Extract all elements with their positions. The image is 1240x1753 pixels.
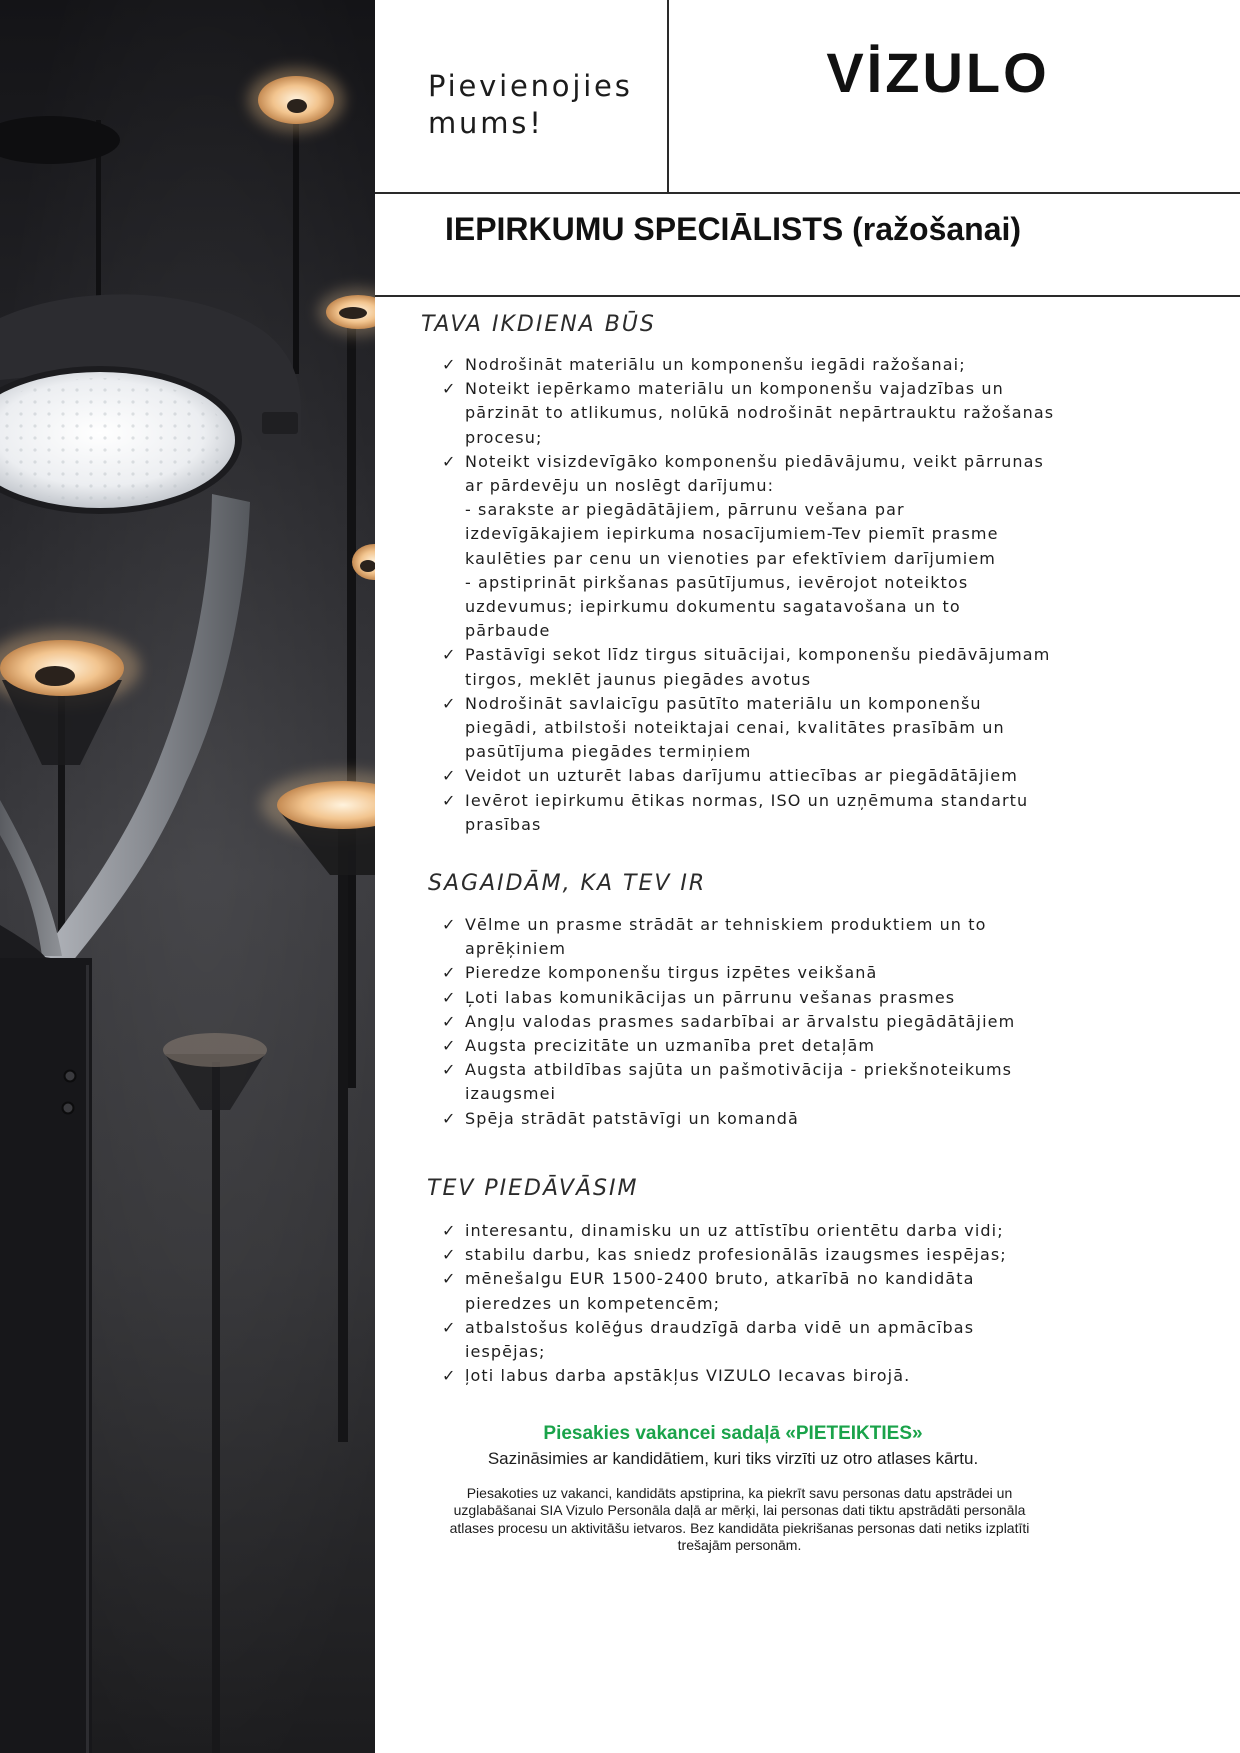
tagline-line: Pievienojies	[428, 69, 633, 103]
check-icon	[442, 1267, 455, 1291]
bullet-line: Augsta precizitāte un uzmanība pret detaļām	[465, 1036, 876, 1056]
section-heading: TEV PIEDĀVĀSIM	[427, 1176, 639, 1201]
distant-pole	[293, 124, 299, 374]
lamp-disc-center	[339, 307, 367, 319]
bullet-line: - sarakste ar piegādātājiem, pārrunu vešana par	[465, 500, 905, 520]
bullet-line: Spēja strādāt patstāvīgi un komandā	[465, 1108, 799, 1128]
distant-pole	[338, 822, 348, 1442]
lamp-pole	[0, 958, 92, 1753]
check-icon	[442, 1010, 455, 1034]
check-icon	[442, 764, 455, 788]
check-icon	[442, 913, 455, 937]
list-item	[442, 986, 1015, 1010]
header-rule	[375, 192, 1240, 194]
section-heading: TAVA IKDIENA BŪS	[421, 312, 656, 337]
lamp-glow-disc	[163, 1033, 267, 1067]
bullet-line: Veidot un uzturēt labas darījumu attiecības ar piegādātājiem	[465, 766, 1018, 786]
bullet-line: interesantu, dinamisku un uz attīstību orientētu darba vidi;	[465, 1221, 1004, 1240]
lamp-pole-highlight	[86, 965, 89, 1753]
list-item	[442, 1107, 1015, 1131]
apply-cta: Piesakies vakancei sadaļā «PIETEIKTIES»	[543, 1423, 923, 1444]
list-item	[442, 764, 1054, 788]
bullet-line: - apstiprināt pirkšanas pasūtījumus, ievērojot noteiktos	[465, 572, 969, 592]
bullet-line: ļoti labus darba apstākļus VIZULO Iecavas birojā.	[465, 1366, 911, 1386]
list-item	[442, 1316, 1007, 1364]
bullet-line: Angļu valodas prasmes sadarbībai ar ārvalstu piegādātājiem	[465, 1011, 1016, 1031]
check-icon	[442, 1219, 455, 1243]
check-icon	[442, 692, 455, 716]
bullet-line: Noteikt visizdevīgāko komponenšu piedāvājumu, veikt pārrunas	[465, 451, 1044, 471]
check-icon	[442, 1364, 455, 1388]
check-icon	[442, 353, 455, 377]
lamp-hinge	[262, 412, 298, 434]
list-item	[442, 450, 1054, 644]
bullet-line: Pastāvīgi sekot līdz tirgus situācijai, komponenšu piedāvājumam	[465, 645, 1051, 665]
list-item	[442, 1364, 1007, 1388]
contact-note: Sazināsimies ar kandidātiem, kuri tiks virzīti uz otro atlases kārtu.	[487, 1449, 979, 1468]
street-lamp-photo	[0, 0, 375, 1753]
title-rule	[375, 295, 1240, 297]
bullet-line: mēnešalgu EUR 1500-2400 bruto, atkarībā no kandidāta	[465, 1269, 975, 1289]
consent-line: uzglabāšanai SIA Vizulo Personāla daļā ar mērķi, lai personas dati tiktu apstrādāti personāla	[453, 1502, 1026, 1519]
list-item	[442, 1243, 1007, 1267]
list-item	[442, 1010, 1015, 1034]
list-item	[442, 1058, 1015, 1106]
offer-list	[442, 1219, 1007, 1388]
list-item	[442, 377, 1054, 450]
list-item	[442, 692, 1054, 765]
bullet-line: tirgos, meklēt jaunus piegādes avotus	[465, 669, 812, 689]
check-icon	[442, 986, 455, 1010]
bullet-line: Augsta atbildības sajūta un pašmotivācija - priekšnoteikums	[465, 1060, 1013, 1080]
distant-pole	[347, 328, 356, 1088]
bullet-line: stabilu darbu, kas sniedz profesionālās izaugsmes iespējas;	[465, 1245, 1007, 1265]
check-icon	[442, 643, 455, 667]
pole-screw	[65, 1071, 76, 1082]
list-item	[442, 353, 1054, 377]
bullet-line: Nodrošināt materiālu un komponenšu iegādi ražošanai;	[465, 355, 966, 374]
check-icon	[442, 961, 455, 985]
check-icon	[442, 789, 455, 813]
bullet-line: Pieredze komponenšu tirgus izpētes veikšanā	[465, 963, 878, 983]
section-heading: SAGAIDĀM, KA TEV IR	[428, 871, 707, 896]
bullet-line: iespējas;	[465, 1342, 546, 1362]
bullet-line: Nodrošināt savlaicīgu pasūtīto materiālu un komponenšu	[465, 693, 982, 713]
bullet-line: procesu;	[465, 427, 543, 447]
bullet-line: izaugsmei	[465, 1084, 557, 1104]
bullet-line: izdevīgākajiem iepirkuma nosacījumiem-Tev piemīt prasme	[465, 524, 999, 544]
bullet-line: prasības	[465, 814, 542, 834]
consent-line: Piesakoties uz vakanci, kandidāts apstiprina, ka piekrīt savu personas datu apstrādei un	[466, 1485, 1013, 1501]
check-icon	[442, 1034, 455, 1058]
bullet-line: aprēķiniem	[465, 939, 567, 959]
bullet-line: Vēlme un prasme strādāt ar tehniskiem produktiem un to	[465, 915, 987, 934]
list-item	[442, 1267, 1007, 1315]
bullet-line: kaulēties par cenu un vienoties par efektīviem darījumiem	[465, 548, 996, 568]
page-title: IEPIRKUMU SPECIĀLISTS (ražošanai)	[444, 211, 1022, 247]
requirements-list	[442, 913, 1015, 1131]
bullet-line: Noteikt iepērkamo materiālu un komponenšu vajadzības un	[465, 379, 1004, 399]
bullet-line: ar pārdevēju un noslēgt darījumu:	[465, 476, 775, 496]
bullet-line: pieredzes un kompetencēm;	[465, 1293, 721, 1313]
daily-tasks-list	[442, 353, 1054, 837]
tagline-line: mums!	[428, 106, 544, 140]
bullet-line: Ļoti labas komunikācijas un pārrunu vešanas prasmes	[465, 987, 956, 1007]
bullet-line: Ievērot iepirkumu ētikas normas, ISO un uzņēmuma standartu	[465, 790, 1029, 810]
list-item	[442, 1219, 1007, 1243]
data-consent-notice	[375, 1485, 1104, 1555]
distant-pole	[212, 1062, 220, 1753]
bullet-line: pārbaude	[465, 621, 551, 641]
join-us-tagline	[428, 68, 633, 142]
consent-line: trešajām personām.	[677, 1537, 802, 1554]
check-icon	[442, 377, 455, 401]
lamp-disc-center	[287, 99, 307, 113]
bullet-line: piegādi, atbilstoši noteiktajai cenai, kvalitātes prasībām un	[465, 718, 1005, 738]
pole-screw	[63, 1103, 74, 1114]
bullet-line: uzdevumus; iepirkumu dokumentu sagatavošana un to	[465, 597, 961, 617]
list-item	[442, 789, 1054, 837]
bullet-line: atbalstošus kolēģus draudzīgā darba vidē un apmācības	[465, 1317, 975, 1337]
list-item	[442, 1034, 1015, 1058]
check-icon	[442, 1107, 455, 1131]
consent-line: atlases procesu un aktivitāšu ietvaros. Bez kandidāta piekrišanas personas dati netiks izplatīti	[449, 1519, 1030, 1536]
list-item	[442, 913, 1015, 961]
vizulo-logo: VİZULO	[826, 41, 1050, 104]
bullet-line: pārzināt to atlikumus, nolūkā nodrošināt nepārtrauktu ražošanas	[465, 403, 1055, 423]
check-icon	[442, 450, 455, 474]
lamp-disc-center	[35, 666, 75, 686]
check-icon	[442, 1316, 455, 1340]
check-icon	[442, 1243, 455, 1267]
bullet-line: pasūtījuma piegādes termiņiem	[465, 742, 752, 762]
check-icon	[442, 1058, 455, 1082]
list-item	[442, 643, 1054, 691]
list-item	[442, 961, 1015, 985]
